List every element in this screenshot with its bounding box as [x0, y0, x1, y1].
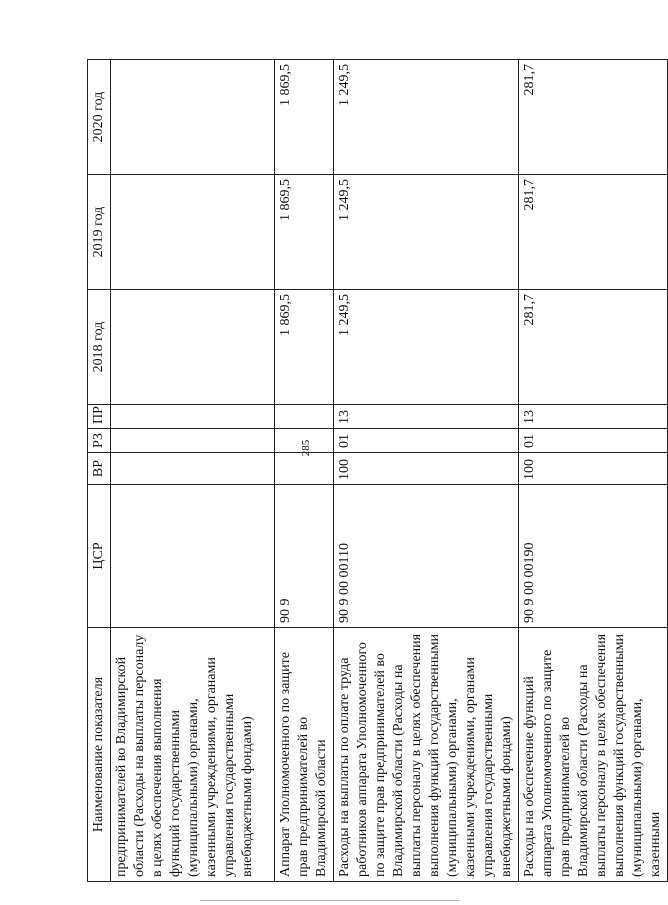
scan-edge-line: [200, 900, 460, 901]
cell-2018: 281,7: [519, 290, 668, 405]
cell-rz: 01: [334, 429, 519, 453]
rotated-table-container: [87, 60, 663, 882]
table-row: [519, 60, 668, 882]
cell-vr: [111, 453, 275, 485]
cell-rz: 01: [519, 429, 668, 453]
table-row: [334, 60, 519, 882]
table-header-row: [88, 60, 111, 882]
cell-vr: 100: [519, 453, 668, 485]
cell-name: Расходы на обеспечение функций аппарата Уполномоченного по защите прав предпринимателей во Владимирской области (Расходы на выплаты персоналу в целях обеспечения выполнения функций государственными (муниципальными) органами, казенными: [519, 628, 668, 882]
cell-vr: 100: [334, 453, 519, 485]
cell-2019: 1 249,5: [334, 175, 519, 290]
cell-2019: 1 869,5: [275, 175, 334, 290]
header-2018: 2018 год: [88, 290, 111, 405]
cell-csr: 90 9: [275, 485, 334, 628]
budget-table: [87, 59, 668, 882]
header-csr: ЦСР: [88, 485, 111, 628]
cell-2018: 1 869,5: [275, 290, 334, 405]
cell-pr: [275, 405, 334, 429]
cell-name: предпринимателей во Владимирской области (Расходы на выплаты персоналу в целях обеспечения выполнения функций государственными (муниципальными) органами, казенными учреждениями, органами управления государственными внебюджетными фондами): [111, 628, 275, 882]
cell-name: Расходы на выплаты по оплате труда работников аппарата Уполномоченного по защите прав предпринимателей во Владимирской области (Расходы на выплаты персоналу в целях обеспечения выполнения функций государственными (муниципальными) органами, казенными учреждениями, органами управления государственными внебюджетными фондами): [334, 628, 519, 882]
cell-2020: 1 249,5: [334, 60, 519, 175]
table-row: [275, 60, 334, 882]
header-vr: ВР: [88, 453, 111, 485]
header-rz: РЗ: [88, 429, 111, 453]
cell-csr: 90 9 00 00190: [519, 485, 668, 628]
cell-vr: [275, 453, 334, 485]
cell-2020: [111, 60, 275, 175]
page-number: 285: [300, 439, 312, 457]
cell-pr: 13: [334, 405, 519, 429]
cell-csr: [111, 485, 275, 628]
cell-2019: 281,7: [519, 175, 668, 290]
cell-csr: 90 9 00 00110: [334, 485, 519, 628]
cell-2020: 281,7: [519, 60, 668, 175]
header-2020: 2020 год: [88, 60, 111, 175]
cell-2019: [111, 175, 275, 290]
header-pr: ПР: [88, 405, 111, 429]
cell-rz: [275, 429, 334, 453]
cell-pr: 13: [519, 405, 668, 429]
table-row: [111, 60, 275, 882]
cell-2020: 1 869,5: [275, 60, 334, 175]
cell-2018: 1 249,5: [334, 290, 519, 405]
cell-rz: [111, 429, 275, 453]
cell-2018: [111, 290, 275, 405]
header-2019: 2019 год: [88, 175, 111, 290]
cell-pr: [111, 405, 275, 429]
header-name: Наименование показателя: [88, 628, 111, 882]
cell-name: Аппарат Уполномоченного по защите прав предпринимателей во Владимирской области: [275, 628, 334, 882]
